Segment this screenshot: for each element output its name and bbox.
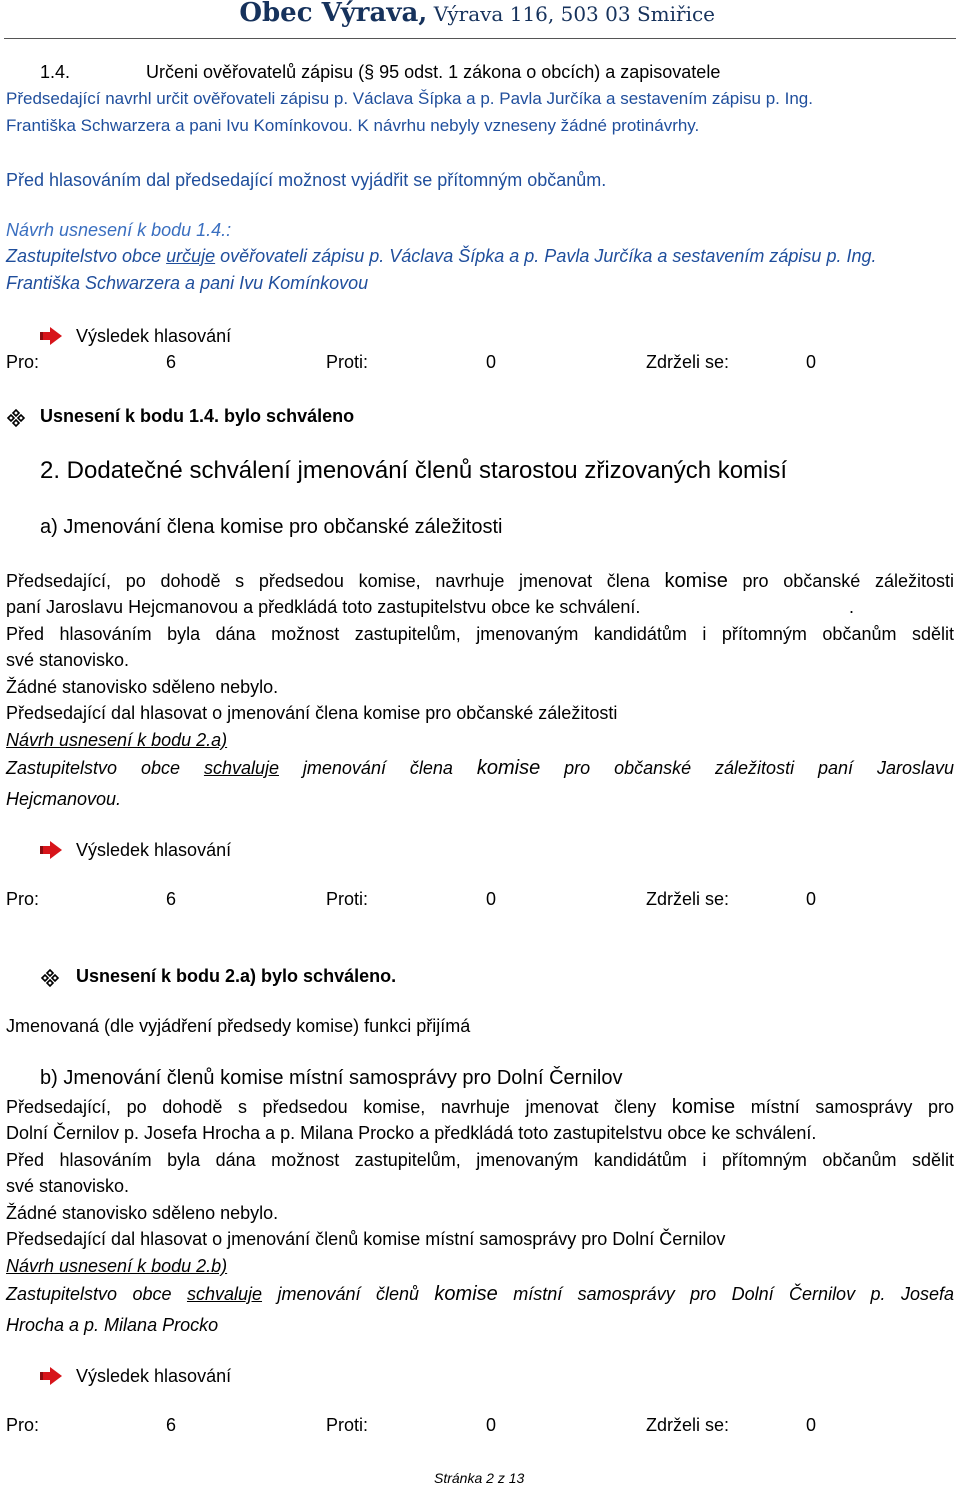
- s2b-p2-line1: Před hlasováním byla dána možnost zastupitelům, jmenovaným kandidátům i přítomným občanům sdělit: [6, 1150, 954, 1170]
- s2b-proti-label: Proti:: [326, 1415, 369, 1435]
- s2b-vote-call: Předsedající dal hlasovat o jmenování členů komise místní samosprávy pro Dolní Černilov: [6, 1229, 726, 1249]
- s2a-p2-line1: Před hlasováním byla dána možnost zastupitelům, jmenovaným kandidátům i přítomným občanům sdělit: [6, 624, 954, 644]
- s14-vote-label: Výsledek hlasování: [76, 326, 232, 346]
- s2a-pro-label: Pro:: [6, 889, 40, 909]
- s2a-res-part1: Zastupitelstvo obce: [6, 758, 204, 778]
- s2a-res-part2: jmenování člena: [278, 758, 477, 778]
- section-1-4-title: Určeni ověřovatelů zápisu (§ 95 odst. 1 zákona o obcích) a zapisovatele: [146, 62, 721, 82]
- s2a-heading: a) Jmenování člena komise pro občanské záležitosti: [40, 516, 503, 538]
- s2a-p1-line1: [6, 570, 954, 593]
- s2b-resolution-line1: [6, 1283, 954, 1306]
- s2b-res-verb: schvaluje: [186, 1284, 263, 1304]
- s2a-vote-call: Předsedající dal hlasovat o jmenování člena komise pro občanské záležitosti: [6, 703, 618, 723]
- s2b-p2-line2: své stanovisko.: [6, 1176, 130, 1196]
- s2a-res-part3: pro občanské záležitosti paní Jaroslavu: [540, 758, 954, 778]
- s14-proposal-label: Návrh usnesení k bodu 1.4.:: [6, 220, 232, 240]
- s14-before-vote: Před hlasováním dal předsedající možnost vyjádřit se přítomným občanům.: [6, 170, 607, 190]
- page-number: Stránka 2 z 13: [434, 1470, 525, 1486]
- s2a-proposal-label: Návrh usnesení k bodu 2.a): [6, 730, 228, 750]
- s2a-p2-line2: své stanovisko.: [6, 650, 130, 670]
- s2a-pro-value: 6: [166, 889, 177, 909]
- s2a-p1-line2: paní Jaroslavu Hejcmanovou a předkládá toto zastupitelstvu obce ke schválení.: [6, 597, 641, 617]
- s2a-p1-part2: pro občanské záležitosti: [727, 571, 954, 591]
- red-arrow-icon: [40, 327, 62, 345]
- diamond-bullet-icon: [6, 408, 26, 433]
- diamond-bullet-icon: [40, 968, 60, 993]
- s14-approved: Usnesení k bodu 1.4. bylo schváleno: [40, 406, 355, 426]
- s2b-p1-keyword: komise: [671, 1096, 736, 1118]
- s2a-proti-label: Proti:: [326, 889, 369, 909]
- header-rule: [4, 38, 956, 39]
- s2b-resolution-line2: Hrocha a p. Milana Procko: [6, 1315, 219, 1335]
- s14-pro-value: 6: [166, 352, 177, 372]
- s2b-pro-value: 6: [166, 1415, 177, 1435]
- s2b-heading: b) Jmenování členů komise místní samosprávy pro Dolní Černilov: [40, 1067, 623, 1089]
- s2b-p1-part2: místní samosprávy pro: [735, 1097, 954, 1117]
- s2b-none: Žádné stanovisko sděleno nebylo.: [6, 1203, 279, 1223]
- s2b-p1-line2: Dolní Černilov p. Josefa Hrocha a p. Milana Procko a předkládá toto zastupitelstvu obce ke schválení.: [6, 1123, 817, 1143]
- s14-pro-label: Pro:: [6, 352, 40, 372]
- s2a-accepts: Jmenovaná (dle vyjádření předsedy komise) funkci přijímá: [6, 1016, 471, 1036]
- s14-resolution-line2: Františka Schwarzera a pani Ivu Komínkovou: [6, 273, 369, 293]
- s2a-p1-dot: .: [849, 597, 855, 617]
- s2b-zdrzeli-label: Zdrželi se:: [646, 1415, 730, 1435]
- s2a-res-keyword: komise: [476, 757, 541, 779]
- s2a-vote-label: Výsledek hlasování: [76, 840, 232, 860]
- s2b-p1-part1: Předsedající, po dohodě s předsedou komise, navrhuje jmenovat členy: [6, 1097, 672, 1117]
- header-org: Obec Výrava,: [239, 0, 428, 28]
- s2a-resolution-line2: Hejcmanovou.: [6, 789, 122, 809]
- s2b-proposal-label: Návrh usnesení k bodu 2.b): [6, 1256, 228, 1276]
- s2b-res-keyword: komise: [434, 1283, 498, 1305]
- s2a-p1-keyword: komise: [664, 570, 728, 592]
- red-arrow-icon: [40, 1367, 62, 1385]
- s2a-proti-value: 0: [486, 889, 497, 909]
- s2b-res-part1: Zastupitelstvo obce: [6, 1284, 187, 1304]
- s14-text-line1: Předsedající navrhl určit ověřovateli zápisu p. Václava Šípka a p. Pavla Jurčíka a sestavením zápisu p. Ing.: [6, 89, 813, 108]
- s14-text-line2: Františka Schwarzera a pani Ivu Komínkovou. K návrhu nebyly vzneseny žádné protinávrhy.: [6, 116, 700, 135]
- s2a-zdrzeli-label: Zdrželi se:: [646, 889, 730, 909]
- s2b-pro-label: Pro:: [6, 1415, 40, 1435]
- section-1-4-number: 1.4.: [40, 62, 71, 82]
- s2b-p1-line1: [6, 1096, 954, 1119]
- s14-res-verb: určuje: [166, 246, 216, 266]
- s14-res-part1: Zastupitelstvo obce: [6, 246, 167, 266]
- s14-zdrzeli-value: 0: [806, 352, 817, 372]
- s2a-zdrzeli-value: 0: [806, 889, 817, 909]
- s2b-res-part3: místní samosprávy pro Dolní Černilov p. Josefa: [497, 1284, 954, 1304]
- s14-proti-label: Proti:: [326, 352, 369, 372]
- s14-proti-value: 0: [486, 352, 497, 372]
- page-header: [239, 0, 715, 28]
- s14-zdrzeli-label: Zdrželi se:: [646, 352, 730, 372]
- s2a-resolution-line1: [6, 757, 954, 780]
- section-2-heading: 2. Dodatečné schválení jmenování členů starostou zřizovaných komisí: [40, 457, 788, 484]
- s2b-proti-value: 0: [486, 1415, 497, 1435]
- s2a-p1-part1: Předsedající, po dohodě s předsedou komise, navrhuje jmenovat člena: [6, 571, 665, 591]
- red-arrow-icon: [40, 841, 62, 859]
- header-address: Výrava 116, 503 03 Smiřice: [427, 2, 715, 26]
- s14-res-part2: ověřovateli zápisu p. Václava Šípka a p. Pavla Jurčíka a sestavením zápisu p. Ing.: [215, 246, 877, 266]
- s2b-res-part2: jmenování členů: [262, 1284, 435, 1304]
- s2b-vote-label: Výsledek hlasování: [76, 1366, 232, 1386]
- s2a-approved: Usnesení k bodu 2.a) bylo schváleno.: [76, 966, 397, 986]
- s14-resolution-line1: [6, 246, 876, 267]
- s2b-zdrzeli-value: 0: [806, 1415, 817, 1435]
- s2a-res-verb: schvaluje: [203, 758, 279, 778]
- s2a-none: Žádné stanovisko sděleno nebylo.: [6, 677, 279, 697]
